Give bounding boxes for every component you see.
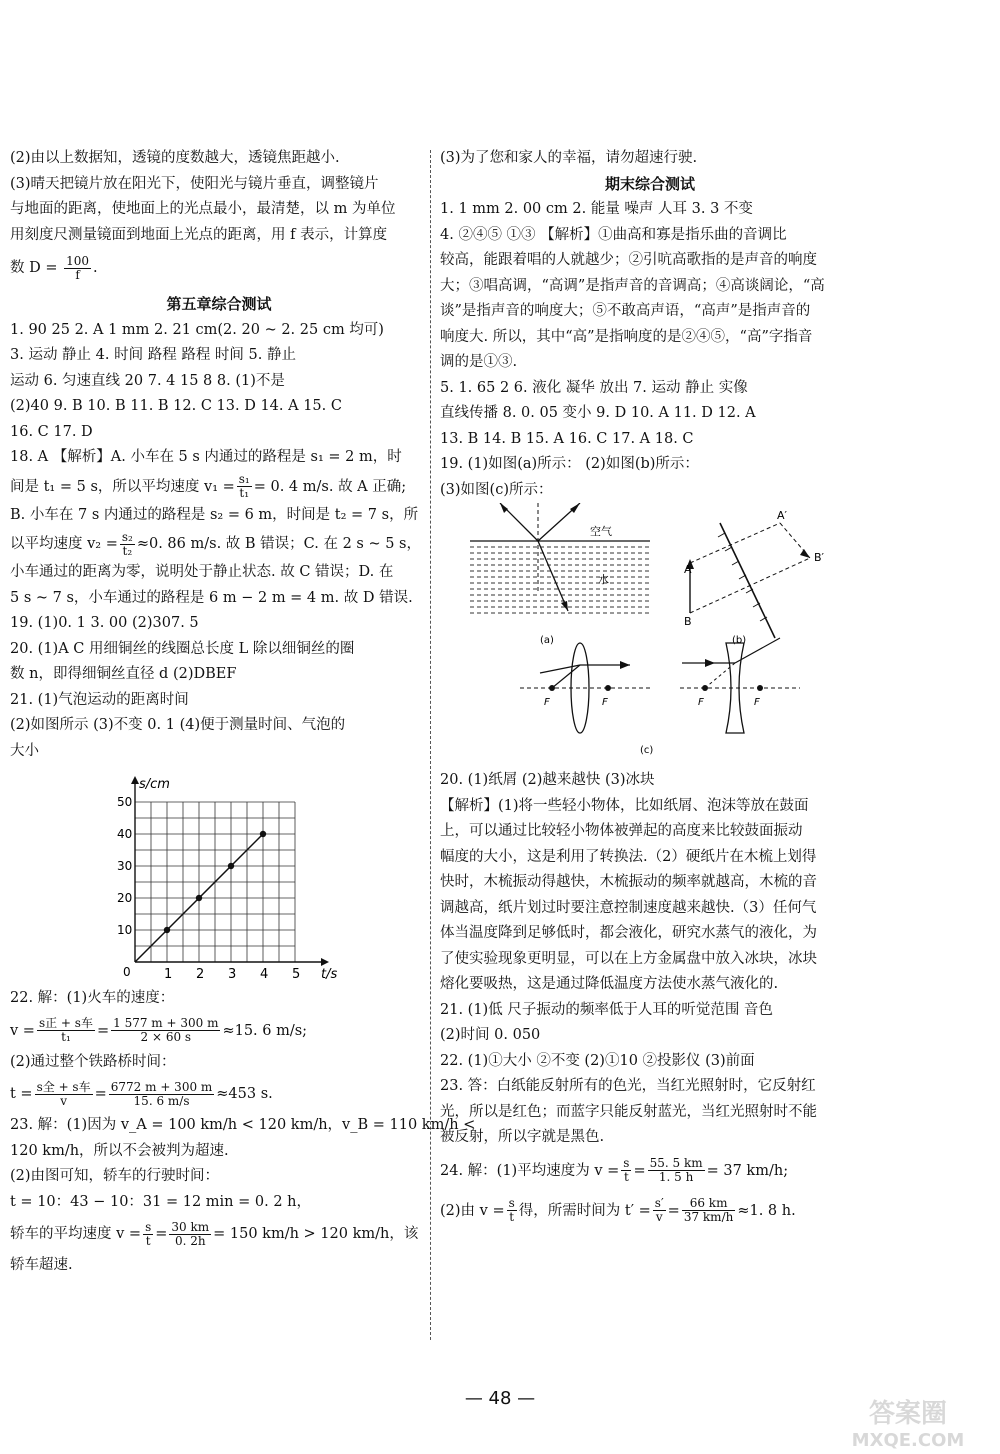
text-line: B. 小车在 7 s 内通过的路程是 s₂ = 6 m，时间是 t₂ = 7 s，所 bbox=[10, 506, 419, 523]
formula-text: = bbox=[667, 1202, 680, 1219]
fraction bbox=[109, 1081, 215, 1108]
text-line: 大；③唱高调，“高调”是指声音的音调高；④高谈阔论，“高 bbox=[440, 277, 825, 294]
text-line: 响度大. 所以，其中“高”是指响度的是②④⑤，“高”字指音 bbox=[440, 328, 813, 345]
denominator: t₁ bbox=[239, 486, 250, 500]
denominator: t₂ bbox=[122, 543, 133, 558]
formula-line bbox=[440, 1191, 860, 1231]
formula-text: 轿车的平均速度 v = bbox=[10, 1226, 142, 1242]
figure-c-concave-lens bbox=[640, 638, 800, 756]
numerator: 1 577 m + 300 m bbox=[113, 1016, 219, 1030]
text-line: 与地面的距离，使地面上的光点最小，最清楚，以 m 为单位 bbox=[10, 201, 396, 217]
formula-text: ≈453 s. bbox=[216, 1086, 273, 1102]
denominator: t bbox=[509, 1210, 515, 1224]
text-line: (3)如图(c)所示： bbox=[440, 481, 553, 498]
formula-text: = 0. 4 m/s. 故 A 正确; bbox=[253, 478, 407, 495]
water-label: 水 bbox=[598, 573, 609, 586]
denominator: v bbox=[60, 1093, 67, 1108]
text-line: (2)通过整个铁路桥时间： bbox=[10, 1053, 176, 1070]
formula-line bbox=[10, 471, 428, 503]
point-a-label: A bbox=[684, 563, 692, 576]
figure-a-refraction bbox=[470, 503, 650, 646]
fraction bbox=[653, 1197, 666, 1224]
text-line: 调的是①③. bbox=[440, 354, 518, 370]
text-line: (2)时间 0. 050 bbox=[440, 1027, 541, 1043]
text-line: 【解析】(1)将一些轻小物体，比如纸屑、泡沫等放在鼓面 bbox=[440, 797, 809, 814]
x-axis-label: t/s bbox=[321, 967, 338, 982]
text-line: 1. 1 mm 2. 00 cm 2. 能量 噪声 人耳 3. 3 不变 bbox=[440, 201, 753, 217]
figure-c-convex-lens bbox=[520, 643, 650, 733]
focus-label: F bbox=[754, 697, 760, 708]
numerator: s bbox=[623, 1156, 630, 1170]
formula-text: 24. 解：(1)平均速度为 v = bbox=[440, 1162, 620, 1179]
text-line: 体当温度降到足够低时，都会液化，研究水蒸气的液化，为 bbox=[440, 925, 817, 941]
text-line: 18. A 【解析】A. 小车在 5 s 内通过的路程是 s₁ = 2 m，时 bbox=[10, 449, 402, 465]
st-chart-svg bbox=[10, 764, 428, 986]
text-line: 直线传播 8. 0. 05 变小 9. D 10. A 11. D 12. A bbox=[440, 405, 756, 421]
text-line: 幅度的大小，这是利用了转换法.（2）硬纸片在木梳上划得 bbox=[440, 848, 817, 865]
numerator: s′ bbox=[654, 1196, 664, 1210]
origin-label: 0 bbox=[123, 965, 131, 979]
x-tick-label: 5 bbox=[292, 967, 301, 982]
text-line: (2)40 9. B 10. B 11. B 12. C 13. D 14. A 15. C bbox=[10, 398, 342, 414]
formula-text: = bbox=[96, 1022, 110, 1039]
denominator: t₁ bbox=[61, 1030, 71, 1044]
text-line: 1. 90 25 2. A 1 mm 2. 21 cm(2. 20 ~ 2. 25 cm 均可) bbox=[10, 321, 384, 338]
y-axis-arrow bbox=[131, 776, 139, 784]
text-line: 13. B 14. B 15. A 16. C 17. A 18. C bbox=[440, 430, 694, 447]
x-tick-label: 4 bbox=[260, 967, 269, 982]
formula-line bbox=[10, 1075, 428, 1113]
y-tick-label: 20 bbox=[117, 891, 133, 905]
column-divider bbox=[430, 150, 431, 1340]
y-axis-label: s/cm bbox=[139, 777, 170, 792]
fraction bbox=[35, 1081, 93, 1108]
formula-text: 以平均速度 v₂ = bbox=[10, 536, 118, 552]
numerator: s₂ bbox=[121, 529, 133, 544]
x-tick-label: 3 bbox=[228, 967, 237, 982]
right-column bbox=[440, 146, 860, 1231]
text-line: 轿车超速. bbox=[10, 1257, 73, 1273]
formula-text: = bbox=[155, 1226, 168, 1242]
denominator: 1. 5 h bbox=[658, 1170, 694, 1184]
text-line: (2)由以上数据知，透镜的度数越大，透镜焦距越小. bbox=[10, 150, 340, 166]
formula-text: = bbox=[94, 1086, 107, 1102]
y-tick-label: 40 bbox=[117, 827, 133, 841]
denominator: t bbox=[145, 1233, 151, 1248]
formula-line bbox=[10, 248, 428, 288]
fraction bbox=[169, 1221, 211, 1248]
denominator: 37 km/h bbox=[683, 1210, 734, 1224]
numerator: s bbox=[145, 1219, 152, 1234]
data-point bbox=[196, 895, 202, 901]
text-line: 22. (1)①大小 ②不变 (2)①10 ②投影仪 (3)前面 bbox=[440, 1052, 755, 1069]
fraction bbox=[621, 1157, 631, 1184]
denominator: v bbox=[655, 1210, 663, 1224]
numerator: 30 km bbox=[171, 1219, 210, 1234]
text-line: 21. (1)气泡运动的距离时间 bbox=[10, 691, 189, 708]
formula-text: . bbox=[93, 260, 98, 276]
x-tick-label: 1 bbox=[164, 967, 173, 982]
point-a-image-label: A′ bbox=[777, 509, 788, 522]
fraction bbox=[648, 1157, 705, 1184]
denominator: 15. 6 m/s bbox=[133, 1093, 190, 1108]
text-line: 23. 答：白纸能反射所有的色光，当红光照射时，它反射红 bbox=[440, 1078, 816, 1094]
y-tick-label: 10 bbox=[117, 923, 133, 937]
point-b-label: B bbox=[684, 615, 692, 628]
text-line: 了使实验现象更明显，可以在上方金属盘中放入冰块，冰块 bbox=[440, 950, 817, 967]
figure-b-mirror bbox=[684, 509, 825, 646]
x-axis-arrow bbox=[321, 958, 329, 966]
numerator: 55. 5 km bbox=[649, 1156, 703, 1170]
fraction bbox=[37, 1017, 95, 1044]
text-line: 调越高，纸片划过时要注意控制速度越来越快.（3）任何气 bbox=[440, 899, 817, 916]
section-heading: 期末综合测试 bbox=[604, 174, 695, 193]
formula-text: ≈15. 6 m/s; bbox=[222, 1022, 308, 1039]
y-tick-label: 50 bbox=[117, 795, 133, 809]
text-line: 4. ②④⑤ ①③ 【解析】①曲高和寡是指乐曲的音调比 bbox=[440, 226, 787, 243]
text-line: 23. 解：(1)因为 v_A = 100 km/h < 120 km/h，v_B = 110 km/h < bbox=[10, 1117, 476, 1133]
text-line: 5 s ~ 7 s，小车通过的路程是 6 m − 2 m = 4 m. 故 D 错误. bbox=[10, 589, 413, 606]
numerator: s₁ bbox=[238, 472, 250, 486]
y-tick-label: 30 bbox=[117, 859, 133, 873]
watermark-logo bbox=[828, 1394, 988, 1450]
text-line: 运动 6. 匀速直线 20 7. 4 15 8 8. (1)不是 bbox=[10, 372, 285, 389]
formula-text: ≈0. 86 m/s. 故 B 错误；C. 在 2 s ~ 5 s， bbox=[136, 536, 421, 552]
watermark-top: 答案圈 bbox=[868, 1399, 948, 1429]
text-line: 20. (1)纸屑 (2)越来越快 (3)冰块 bbox=[440, 772, 655, 788]
text-line: (2)如图所示 (3)不变 0. 1 (4)便于测量时间、气泡的 bbox=[10, 717, 346, 733]
text-line: 16. C 17. D bbox=[10, 423, 93, 440]
text-line: 小车通过的距离为零，说明处于静止状态. 故 C 错误；D. 在 bbox=[10, 564, 394, 580]
text-line: (2)由图可知，轿车的行驶时间： bbox=[10, 1168, 220, 1184]
numerator: 100 bbox=[66, 253, 90, 268]
fraction bbox=[120, 531, 135, 558]
formula-text: 间是 t₁ = 5 s，所以平均速度 v₁ = bbox=[10, 478, 235, 495]
formula-text: 数 D = bbox=[10, 260, 58, 276]
text-line: (3)晴天把镜片放在阳光下，使阳光与镜片垂直，调整镜片 bbox=[10, 175, 379, 192]
formula-text: = bbox=[633, 1162, 646, 1179]
figure-label-b: (b) bbox=[732, 635, 747, 646]
denominator: f bbox=[75, 267, 80, 282]
numerator: s全 + s车 bbox=[36, 1079, 91, 1094]
text-line: 5. 1. 65 2 6. 液化 凝华 放出 7. 运动 静止 实像 bbox=[440, 379, 748, 396]
denominator: t bbox=[623, 1170, 629, 1184]
optics-svg bbox=[440, 503, 860, 768]
text-line: 快时，木梳振动得越快，木梳振动的频率就越高，木梳的音 bbox=[440, 874, 817, 890]
figure-label-a: (a) bbox=[540, 635, 554, 646]
data-point bbox=[164, 927, 170, 933]
text-line: 较高，能跟着唱的人就越少；②引吭高歌指的是声音的响度 bbox=[440, 252, 817, 268]
focus-label: F bbox=[544, 697, 550, 708]
focus-label: F bbox=[698, 697, 704, 708]
point-b-image-label: B′ bbox=[814, 551, 825, 564]
formula-line bbox=[440, 1151, 860, 1191]
formula-line bbox=[10, 1215, 428, 1253]
denominator: 2 × 60 s bbox=[140, 1030, 192, 1044]
air-label: 空气 bbox=[590, 525, 612, 538]
text-line: 光，所以是红色；而蓝字只能反射蓝光，当红光照射时不能 bbox=[440, 1103, 817, 1120]
text-line: 21. (1)低 尺子振动的频率低于人耳的听觉范围 音色 bbox=[440, 1001, 773, 1018]
section-heading: 第五章综合测试 bbox=[166, 295, 272, 313]
numerator: s正 + s车 bbox=[38, 1016, 93, 1030]
formula-text: t = bbox=[10, 1086, 33, 1102]
text-line: (3)为了您和家人的幸福，请勿超速行驶. bbox=[440, 150, 698, 166]
formula-line bbox=[10, 528, 428, 560]
formula-text: = 150 km/h > 120 km/h，该 bbox=[213, 1226, 419, 1242]
text-line: 上，可以通过比较轻小物体被弹起的高度来比较鼓面振动 bbox=[440, 823, 803, 839]
text-line: 3. 运动 静止 4. 时间 路程 路程 时间 5. 静止 bbox=[10, 347, 296, 363]
text-line: t = 10：43 − 10：31 = 12 min = 0. 2 h， bbox=[10, 1193, 312, 1210]
watermark-bottom: MXQE.COM bbox=[851, 1430, 965, 1450]
optics-figures bbox=[440, 503, 860, 768]
figure-label-c: (c) bbox=[640, 745, 654, 756]
text-line: 熔化要吸热，这是通过降低温度方法使水蒸气液化的. bbox=[440, 976, 779, 992]
text-line: 大小 bbox=[10, 742, 39, 759]
x-tick-label: 2 bbox=[196, 967, 205, 982]
numerator: 6772 m + 300 m bbox=[110, 1079, 213, 1094]
text-line: 数 n，即得细铜丝直径 d (2)DBEF bbox=[10, 666, 237, 682]
fraction bbox=[111, 1017, 220, 1044]
text-line: 19. (1)0. 1 3. 00 (2)307. 5 bbox=[10, 615, 199, 631]
formula-text: = 37 km/h; bbox=[706, 1162, 789, 1179]
numerator: s bbox=[508, 1196, 515, 1210]
text-line: 20. (1)A C 用细铜丝的线圈总长度 L 除以细铜丝的圈 bbox=[10, 640, 355, 657]
formula-text: v = bbox=[10, 1022, 35, 1039]
focus-label: F bbox=[602, 697, 608, 708]
fraction bbox=[682, 1197, 736, 1224]
denominator: 0. 2h bbox=[174, 1233, 206, 1248]
formula-text: (2)由 v = bbox=[440, 1202, 505, 1219]
fraction bbox=[143, 1221, 153, 1248]
formula-line bbox=[10, 1012, 428, 1050]
fraction bbox=[507, 1197, 517, 1224]
text-line: 120 km/h，所以不会被判为超速. bbox=[10, 1142, 229, 1159]
data-point bbox=[260, 831, 266, 837]
text-line: 谈”是指声音的响度大；⑤不敢高声语，“高声”是指声音的 bbox=[440, 303, 811, 319]
fraction bbox=[64, 255, 91, 282]
data-point bbox=[228, 863, 234, 869]
text-line: 22. 解：(1)火车的速度： bbox=[10, 990, 175, 1006]
fraction bbox=[237, 473, 252, 500]
text-line: 被反射，所以字就是黑色. bbox=[440, 1129, 605, 1145]
formula-text: ≈1. 8 h. bbox=[737, 1202, 796, 1219]
numerator: 66 km bbox=[682, 1197, 736, 1211]
text-line: 19. (1)如图(a)所示： (2)如图(b)所示： bbox=[440, 456, 699, 472]
text-line: 用刻度尺测量镜面到地面上光点的距离，用 f 表示，计算度 bbox=[10, 226, 388, 243]
page-number: — 48 — bbox=[464, 1388, 536, 1409]
formula-text: 得，所需时间为 t′ = bbox=[518, 1202, 651, 1219]
st-graph bbox=[10, 764, 428, 986]
